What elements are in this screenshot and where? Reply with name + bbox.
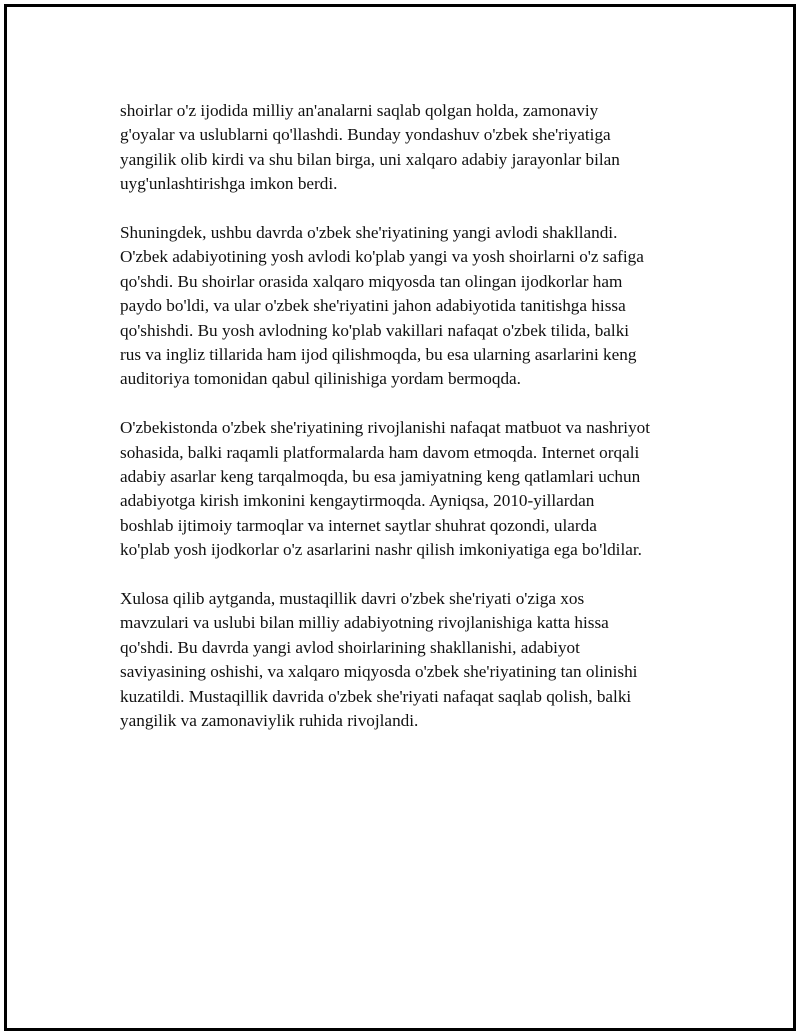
paragraph-1 bbox=[120, 99, 700, 197]
text-line: qo'shdi. Bu shoirlar orasida xalqaro miqyosda tan olingan ijodkorlar ham bbox=[120, 271, 623, 291]
text-line: qo'shishdi. Bu yosh avlodning ko'plab vakillari nafaqat o'zbek tilida, balki bbox=[120, 320, 630, 340]
text-line: rus va ingliz tillarida ham ijod qilishmoqda, bu esa ularning asarlarini keng bbox=[120, 345, 637, 365]
paragraph-3 bbox=[120, 416, 700, 562]
text-line: ko'plab yosh ijodkorlar o'z asarlarini nashr qilish imkoniyatiga ega bo'ldilar. bbox=[120, 540, 642, 560]
text-line: qo'shdi. Bu davrda yangi avlod shoirlarining shakllanishi, adabiyot bbox=[120, 637, 580, 657]
text-line: sohasida, balki raqamli platformalarda ham davom etmoqda. Internet orqali bbox=[120, 442, 640, 462]
text-line: g'oyalar va uslublarni qo'llashdi. Bunday yondashuv o'zbek she'riyatiga bbox=[120, 125, 611, 145]
text-line: O'zbek adabiyotining yosh avlodi ko'plab yangi va yosh shoirlarni o'z safiga bbox=[120, 247, 644, 267]
paragraph-4 bbox=[120, 587, 700, 733]
text-line: mavzulari va uslubi bilan milliy adabiyotning rivojlanishiga katta hissa bbox=[120, 613, 609, 633]
text-line: Xulosa qilib aytganda, mustaqillik davri o'zbek she'riyati o'ziga xos bbox=[120, 589, 585, 609]
text-line: auditoriya tomonidan qabul qilinishiga yordam bermoqda. bbox=[120, 369, 521, 389]
text-line: shoirlar o'z ijodida milliy an'analarni saqlab qolgan holda, zamonaviy bbox=[120, 101, 599, 120]
text-line: yangilik olib kirdi va shu bilan birga, uni xalqaro adabiy jarayonlar bilan bbox=[120, 149, 620, 169]
text-line: adabiy asarlar keng tarqalmoqda, bu esa jamiyatning keng qatlamlari uchun bbox=[120, 467, 641, 487]
text-line: paydo bo'ldi, va ular o'zbek she'riyatini jahon adabiyotida tanitishga hissa bbox=[120, 296, 626, 316]
text-line: Shuningdek, ushbu davrda o'zbek she'riyatining yangi avlodi shakllandi. bbox=[120, 223, 618, 243]
text-line: uyg'unlashtirishga imkon berdi. bbox=[120, 174, 338, 194]
page-border bbox=[4, 4, 796, 1031]
text-line: saviyasining oshishi, va xalqaro miqyosda o'zbek she'riyatining tan olinishi bbox=[120, 662, 638, 682]
text-line: adabiyotga kirish imkonini kengaytirmoqda. Ayniqsa, 2010-yillardan bbox=[120, 491, 595, 511]
text-line: O'zbekistonda o'zbek she'riyatining rivojlanishi nafaqat matbuot va nashriyot bbox=[120, 418, 651, 438]
document-body bbox=[120, 99, 700, 758]
text-line: yangilik va zamonaviylik ruhida rivojlandi. bbox=[120, 711, 419, 731]
paragraph-2 bbox=[120, 221, 700, 392]
text-line: boshlab ijtimoiy tarmoqlar va internet saytlar shuhrat qozondi, ularda bbox=[120, 515, 597, 535]
text-line: kuzatildi. Mustaqillik davrida o'zbek she'riyati nafaqat saqlab qolish, balki bbox=[120, 686, 632, 706]
